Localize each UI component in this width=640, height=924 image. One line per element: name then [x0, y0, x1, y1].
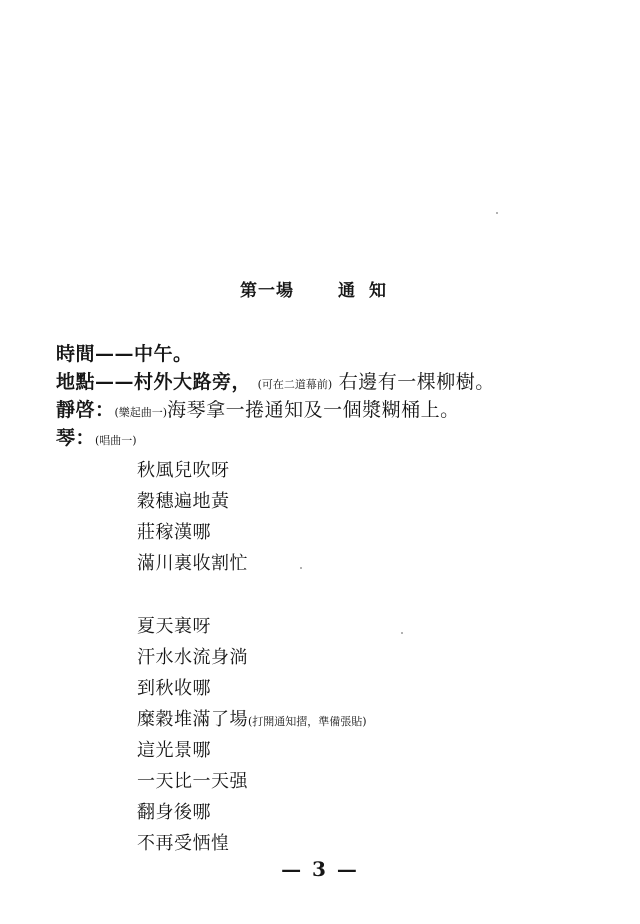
- lyric-line: 滿川裏收割忙: [137, 553, 248, 574]
- opening-rest: 海琴拿一捲通知及一個漿糊桶上。: [167, 399, 460, 421]
- opening-note: (樂起曲一): [114, 406, 168, 419]
- lyric-line: 穀穗遍地黃: [137, 491, 230, 512]
- lyric-line: 不再受恓惶: [137, 833, 230, 854]
- place-main: 地點——村外大路旁，: [56, 371, 252, 393]
- scene-title: 通知: [338, 281, 400, 301]
- lyric-line: 秋風兒吹呀: [137, 460, 230, 481]
- lyric-line: 莊稼漢哪: [137, 522, 211, 543]
- speaker-line: [56, 427, 137, 452]
- speaker-name: 琴：: [56, 427, 96, 449]
- lyric-text: 糜穀堆滿了場: [137, 709, 248, 730]
- lyric-line: 夏天裏呀: [137, 616, 211, 637]
- opening-lead: 靜啓：: [56, 399, 115, 421]
- lyric-line-with-note: [137, 704, 367, 735]
- scan-speck: [300, 567, 302, 569]
- stage-direction-place: [56, 371, 495, 396]
- lyric-line: 這光景哪: [137, 740, 211, 761]
- lyric-line: 到秋收哪: [137, 678, 211, 699]
- scene-heading: [0, 276, 640, 301]
- stanza-break: [137, 579, 367, 611]
- lyric-stage-note: (打開通知摺，準備張貼): [248, 715, 367, 728]
- place-rest: 右邊有一棵柳樹。: [338, 371, 495, 393]
- scan-speck: [496, 212, 498, 214]
- time-line: 時間——中午。: [56, 343, 193, 365]
- page-number: — 3 —: [281, 857, 359, 881]
- lyric-line: 一天比一天强: [137, 771, 248, 792]
- scene-number: 第一場: [240, 281, 294, 301]
- song-lyrics: [137, 455, 367, 859]
- stage-direction-opening: [56, 399, 460, 424]
- stage-direction-time: [56, 343, 193, 365]
- lyric-line: 汗水水流身淌: [137, 647, 248, 668]
- scan-speck: [401, 632, 403, 634]
- place-note: (可在二道幕前): [257, 378, 333, 391]
- speaker-note: (唱曲一): [95, 434, 137, 447]
- lyric-line: 翻身後哪: [137, 802, 211, 823]
